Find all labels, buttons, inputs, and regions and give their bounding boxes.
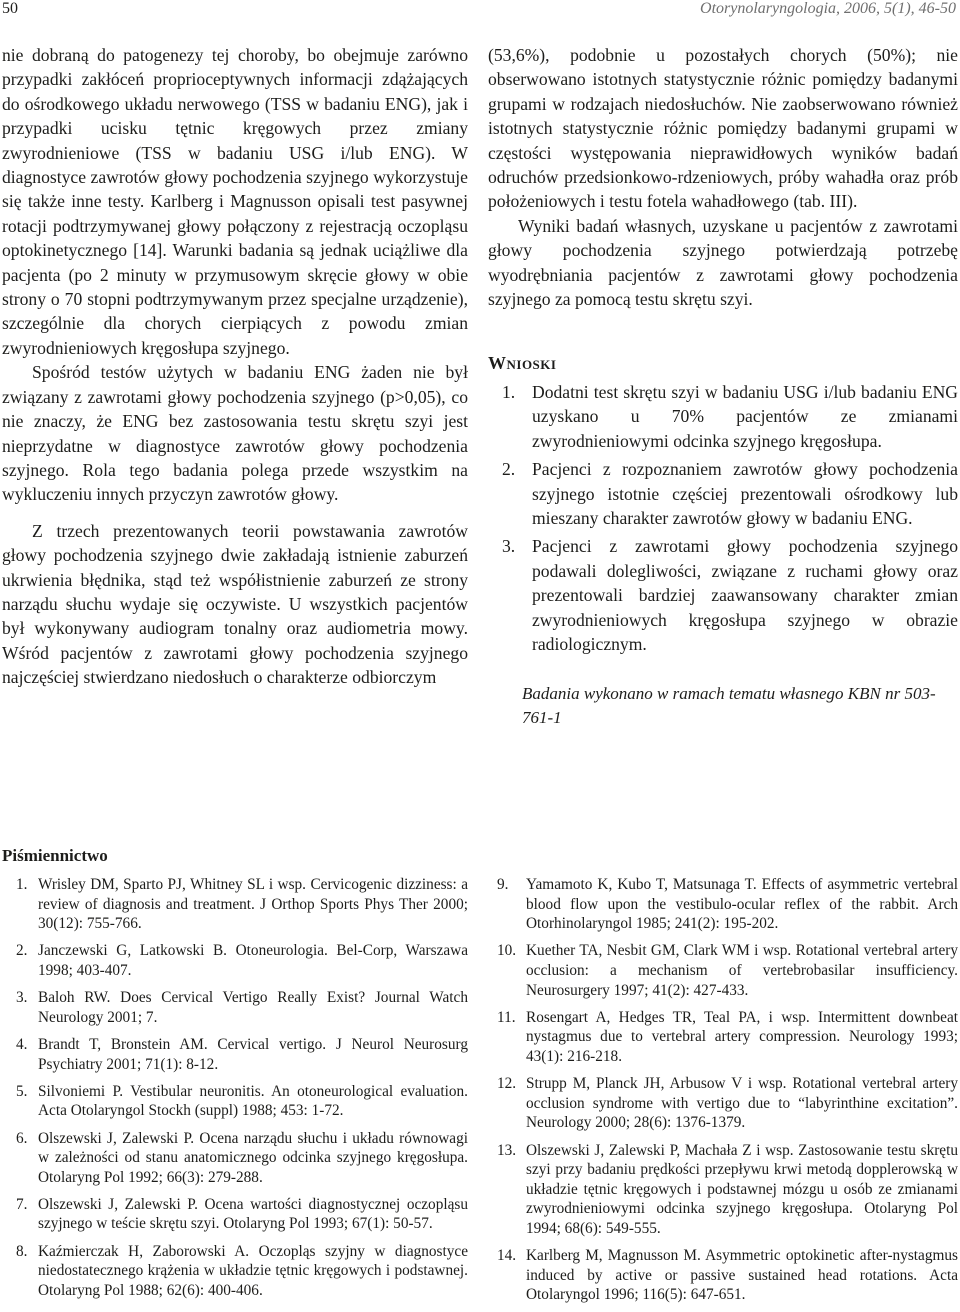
- conclusion-number: 1.: [502, 381, 516, 402]
- reference-number: 14.: [497, 1247, 517, 1265]
- reference-item: [2, 941, 468, 980]
- conclusions-list: [488, 380, 958, 656]
- conclusion-item: [488, 534, 958, 656]
- conclusion-text: Dodatni test skrętu szyi w badaniu USG i/lub badaniu ENG uzyskano u 70% pacjentów ze zmianami zwyrodnieniowymi odcinka szyjnego kręgosłupa.: [532, 381, 958, 451]
- reference-text: Strupp M, Planck JH, Arbusow V i wsp. Rotational vertebral artery occlusion syndrome with vertigo due to “labyrinthine excitation”. Neurology 2000; 28(6): 1376-1379.: [526, 1075, 958, 1132]
- reference-item: [2, 1035, 468, 1074]
- body-paragraph: Spośród testów użytych w badaniu ENG żaden nie był związany z zawrotami głowy pochodzenia szyjnego (p>0,05), co nie znaczy, że ENG bez zastosowania testu skrętu szyi jest nieprzydatne w diagnostyce zawrotów głowy pochodzenia szyjnego. Rola tego badania polega przede wszystkim na wykluczeniu innych przyczyn zawrotów głowy.: [2, 362, 468, 505]
- reference-number: 6.: [16, 1129, 28, 1147]
- body-paragraph: Wyniki badań własnych, uzyskane u pacjentów z zawrotami głowy pochodzenia szyjnego potwierdzają potrzebę wyodrębniania pacjentów z zawrotami głowy pochodzenia szyjnego za pomocą testu skrętu szyi.: [488, 215, 958, 310]
- reference-number: 13.: [497, 1141, 517, 1159]
- grant-note: Badania wykonano w ramach tematu własnego KBN nr 503-761-1: [522, 684, 936, 728]
- reference-number: 2.: [16, 942, 28, 960]
- reference-number: 3.: [16, 989, 28, 1007]
- reference-item: [2, 875, 468, 934]
- reference-number: 1.: [16, 876, 28, 893]
- reference-item: [488, 941, 958, 1000]
- page-number: 50: [2, 0, 18, 17]
- body-column-right: [488, 43, 958, 730]
- conclusion-text: Pacjenci z rozpoznaniem zawrotów głowy pochodzenia szyjnego istotnie częściej prezentowali ośrodkowy lub mieszany charakter zawrotów głowy w badaniu ENG.: [532, 459, 958, 528]
- reference-text: Karlberg M, Magnusson M. Asymmetric optokinetic after-nystagmus induced by active or passive sustained head rotations. Acta Otolaryngol 1996; 116(5): 647-651.: [526, 1247, 958, 1304]
- reference-number: 8.: [16, 1242, 28, 1260]
- reference-number: 10.: [497, 942, 517, 960]
- reference-text: Janczewski G, Latkowski B. Otoneurologia. Bel-Corp, Warszawa 1998; 403-407.: [38, 942, 468, 979]
- reference-item: [2, 1082, 468, 1121]
- reference-item: [2, 1242, 468, 1301]
- reference-text: Olszewski J, Zalewski P. Ocena wartości diagnostycznej oczopląsu szyjnego w teście skrętu szyi. Otolaryng Pol 1993; 67(1): 50-57.: [38, 1195, 468, 1233]
- body-paragraph: Z trzech prezentowanych teorii powstawania zawrotów głowy pochodzenia szyjnego dwie zakładają istnienie zaburzeń ukrwienia błędnika, stąd też współistnienie zaburzeń ze strony narządu słuchu wydaje się oczywiste. U wszystkich pacjentów był wykonywany audiogram tonalny oraz audiometria mowy. Wśród pacjentów z zawrotami głowy pochodzenia szyjnego najczęściej stwierdzano niedosłuch o charakterze odbiorczym: [2, 520, 468, 688]
- body-paragraph: nie dobraną do patogenezy tej choroby, bo obejmuje zarówno przypadki zakłóceń proprioceptywnych informacji zdążających do ośrodkowego układu nerwowego (TSS w badaniu ENG), jak i przypadki ucisku tętnic kręgowych przez zmiany zwyrodnieniowe (TSS w badaniu USG i/lub ENG). W diagnostyce zawrotów głowy pochodzenia szyjnego wykorzystuje się także inne testy. Karlberg i Magnusson opisali test pasywnej rotacji podtrzymywanej głowy połączony z rejestracją oczopląsu optokinetycznego [14]. Warunki badania są jednak uciążliwe dla pacjenta (po 2 minuty w przymusowym skręcie głowy w obie strony o 70 stopni podtrzymywanym przez specjalne urządzenie), szczególnie dla chorych cierpiących z powodu zmian zwyrodnieniowych kręgosłupa szyjnego.: [2, 45, 468, 358]
- reference-text: Kuether TA, Nesbit GM, Clark WM i wsp. Rotational vertebral artery occlusion: a mechanism of vertebrobasilar insufficiency. Neurosurgery 1997; 41(2): 427-433.: [526, 942, 958, 999]
- reference-number: 9.: [497, 876, 509, 893]
- conclusion-text: Pacjenci z zawrotami głowy pochodzenia szyjnego podawali dolegliwości, związane z ruchami głowy oraz prezentowali bardziej zaawansowany charakter zmian zwyrodnieniowych kręgosłupa szyjnego w obrazie radiologicznym.: [532, 536, 958, 654]
- reference-item: [488, 1141, 958, 1239]
- reference-text: Kaźmierczak H, Zaborowski A. Oczopląs szyjny w diagnostyce niedostatecznego krążenia w układzie tętnic kręgowych i podstawnej. Otolaryng Pol 1988; 62(6): 400-406.: [38, 1242, 468, 1299]
- reference-text: Rosengart A, Hedges TR, Teal PA, i wsp. Intermittent downbeat nystagmus due to vertebral artery compression. Neurology 1993; 43(1): 216-218.: [526, 1008, 958, 1065]
- reference-text: Wrisley DM, Sparto PJ, Whitney SL i wsp. Cervicogenic dizziness: a review of diagnosis and treatment. J Orthop Sports Phys Ther 2000; 30(12): 755-766.: [38, 876, 468, 933]
- conclusions-heading: Wnioski: [488, 353, 557, 374]
- references-heading: Piśmiennictwo: [2, 846, 108, 865]
- page-header: [0, 0, 960, 22]
- reference-text: Yamamoto K, Kubo T, Matsunaga T. Effects of asymmetric vertebral blood flow upon the vestibulo-ocular reflex of the rabbit. Arch Otorhinolaryngol 1985; 241(2): 195-202.: [526, 876, 958, 933]
- reference-text: Olszewski J, Zalewski P, Machała Z i wsp. Zastosowanie testu skrętu szyi przy badaniu prędkości przepływu krwi metodą dopplerowską w układzie tętnic kręgowych i podstawnej mózgu u osób ze zmianami zwyrodnieniowymi odcinka szyjnego kręgosłupa. Otolaryng Pol 1994; 68(6): 549-555.: [526, 1141, 958, 1237]
- references-column-left: [2, 875, 468, 1308]
- reference-item: [488, 875, 958, 934]
- reference-number: 5.: [16, 1082, 28, 1100]
- reference-item: [2, 988, 468, 1027]
- reference-number: 12.: [497, 1075, 517, 1093]
- body-column-left: [2, 43, 468, 690]
- reference-text: Silvoniemi P. Vestibular neuronitis. An otoneurological evaluation. Acta Otolaryngol Stockh (suppl) 1988; 453: 1-72.: [38, 1082, 468, 1120]
- conclusion-item: [488, 457, 958, 530]
- reference-number: 11.: [497, 1008, 516, 1026]
- reference-text: Olszewski J, Zalewski P. Ocena narządu słuchu i układu równowagi w zależności od stanu anatomicznego odcinka szyjnego kręgosłupa. Otolaryng Pol 1992; 66(3): 279-288.: [38, 1129, 468, 1186]
- reference-item: [2, 1129, 468, 1188]
- conclusion-number: 3.: [502, 536, 516, 557]
- reference-item: [488, 1008, 958, 1067]
- reference-item: [2, 1195, 468, 1234]
- reference-text: Brandt T, Bronstein AM. Cervical vertigo. J Neurol Neurosurg Psychiatry 2001; 71(1): 8-12.: [38, 1035, 468, 1073]
- reference-number: 4.: [16, 1035, 28, 1053]
- conclusion-number: 2.: [502, 459, 516, 480]
- body-paragraph: (53,6%), podobnie u pozostałych chorych (50%); nie obserwowano istotnych statystycznie różnic pomiędzy badanymi grupami w rodzajach niedosłuchów. Nie zaobserwowano również istotnych statystycznie różnic pomiędzy badanymi grupami w częstości występowania nieprawidłowych wyników badań odruchów przedsionkowo-rdzeniowych, próby wahadła oraz prób położeniowych i testu fotela wahadłowego (tab. III).: [488, 45, 958, 212]
- journal-citation: Otorynolaryngologia, 2006, 5(1), 46-50: [700, 0, 956, 17]
- reference-number: 7.: [16, 1195, 28, 1213]
- reference-item: [488, 1074, 958, 1133]
- reference-text: Baloh RW. Does Cervical Vertigo Really Exist? Journal Watch Neurology 2001; 7.: [38, 989, 468, 1026]
- references-column-right: [488, 875, 958, 1312]
- reference-item: [488, 1246, 958, 1305]
- conclusion-item: [488, 380, 958, 453]
